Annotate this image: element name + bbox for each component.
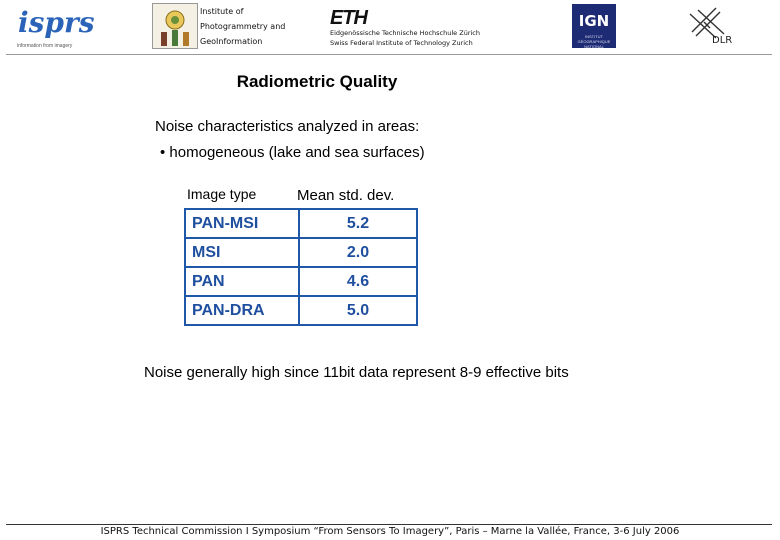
image-type-cell: PAN-MSI bbox=[185, 209, 299, 238]
slide-title: Radiometric Quality bbox=[236, 72, 398, 91]
isprs-logo: isprs bbox=[18, 6, 95, 39]
noise-table bbox=[184, 208, 418, 326]
dlr-logo-text: DLR bbox=[712, 35, 733, 46]
std-dev-cell: 5.0 bbox=[299, 296, 417, 325]
bullet-item: • homogeneous (lake and sea surfaces) bbox=[160, 144, 425, 161]
std-dev-cell: 2.0 bbox=[299, 238, 417, 267]
footer-divider bbox=[6, 524, 772, 525]
table-row bbox=[185, 238, 417, 267]
table-row bbox=[185, 209, 417, 238]
column-header-image-type: Image type bbox=[187, 186, 257, 202]
header-divider bbox=[6, 54, 772, 55]
ign-sub2: GÉOGRAPHIQUE bbox=[577, 39, 611, 44]
ipi-line1: Institute of bbox=[200, 7, 244, 16]
ipi-logo-icon bbox=[152, 3, 198, 49]
std-dev-cell: 4.6 bbox=[299, 267, 417, 296]
image-type-cell: PAN-DRA bbox=[185, 296, 299, 325]
ipi-line3: GeoInformation bbox=[200, 37, 263, 46]
eth-line2: Swiss Federal Institute of Technology Zurich bbox=[330, 39, 473, 47]
column-header-mean-std-dev: Mean std. dev. bbox=[297, 187, 395, 204]
isprs-tagline: information from imagery bbox=[17, 43, 73, 49]
ign-sub1: INSTITUT bbox=[585, 34, 603, 39]
ign-logo bbox=[572, 4, 616, 48]
std-dev-cell: 5.2 bbox=[299, 209, 417, 238]
ign-sub3: NATIONAL bbox=[584, 44, 604, 49]
table-row bbox=[185, 296, 417, 325]
image-type-cell: PAN bbox=[185, 267, 299, 296]
ign-logo-text: IGN bbox=[578, 12, 610, 30]
image-type-cell: MSI bbox=[185, 238, 299, 267]
footer-text: ISPRS Technical Commission I Symposium “From Sensors To Imagery”, Paris – Marne la Vallée, France, 3-6 July 2006 bbox=[100, 526, 680, 537]
ign-logo-sub bbox=[572, 34, 616, 49]
table-row bbox=[185, 267, 417, 296]
eth-logo: ETH bbox=[330, 7, 367, 29]
eth-line1: Eidgenössische Technische Hochschule Zürich bbox=[330, 29, 480, 37]
conclusion-text: Noise generally high since 11bit data represent 8-9 effective bits bbox=[144, 364, 569, 381]
ipi-line2: Photogrammetry and bbox=[200, 22, 286, 31]
dlr-logo-icon bbox=[686, 6, 734, 48]
intro-text: Noise characteristics analyzed in areas: bbox=[155, 118, 420, 135]
